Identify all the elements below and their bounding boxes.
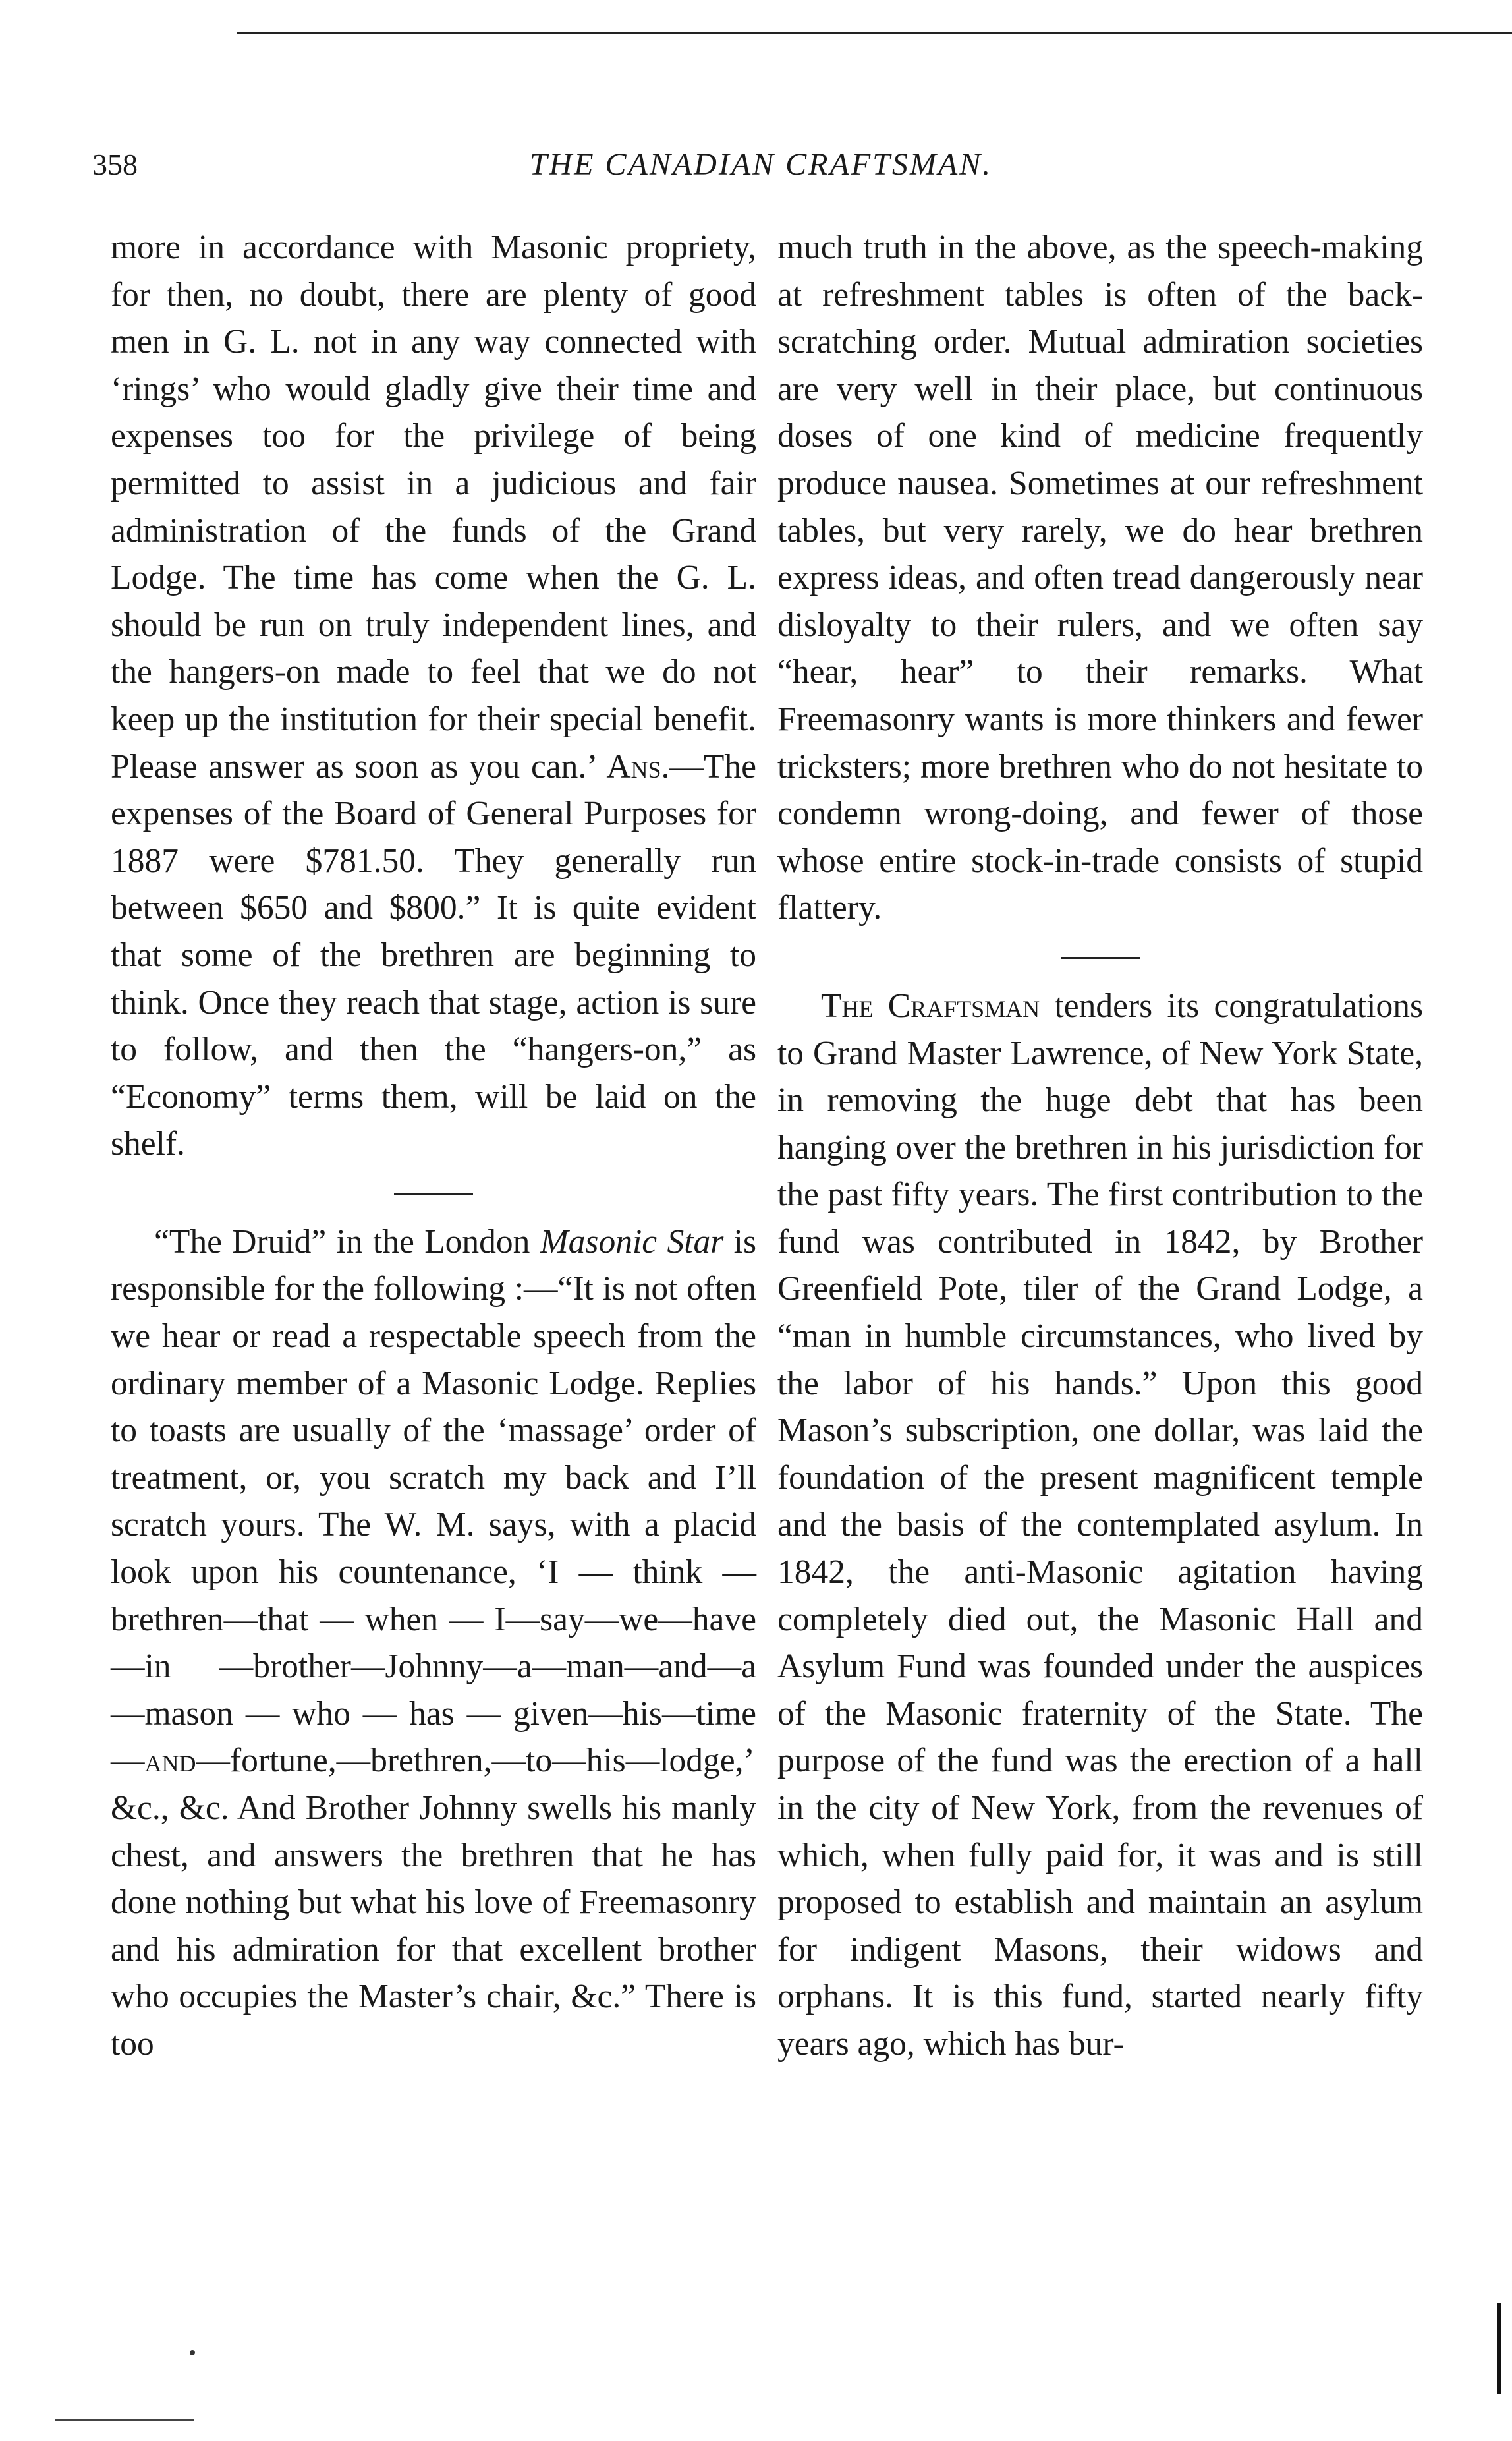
- page-header: [92, 135, 1430, 194]
- left-paragraph-2: [111, 1219, 756, 2068]
- running-title: THE CANADIAN CRAFTSMAN.: [529, 147, 993, 182]
- left-p2-body: is responsible for the following :—“It is not often we hear or read a respectable speech from the ordinary member of a Masonic Lodge. Replies to toasts are usually of the ‘massage’ order of treatment, or, you scratch my back and I’ll scratch yours. The W. M. says, with a placid look upon his countenance, ‘I — think — brethren—that — when — I—say—we—have—in —brother—Johnny—a—man—and—a —mason — who — has — given—his—time—: [111, 1222, 756, 1780]
- left-p2-end: —fortune,—brethren,—to—his—lodge,’ &c., &c. And Brother Johnny swells his manly chest, and answers the brethren that he has done nothing but what his love of Freemasonry and his admiration for that excellent brother who occupies the Master’s chair, &c.” There is too: [111, 1742, 756, 2063]
- right-column: [777, 224, 1423, 2068]
- publication-title: Masonic Star: [540, 1222, 724, 1261]
- craftsman-smallcaps: The Craftsman: [821, 987, 1040, 1025]
- section-separator: [1061, 957, 1140, 959]
- left-p1-text: more in accordance with Masonic propriety, for then, no doubt, there are plenty of good men in G. L. not in any way connected with ‘rings’ who would gladly give their time and expenses too for the privilege of being permitted to assist in a judicious and fair administration of the funds of the Grand Lodge. The time has come when the G. L. should be run on truly independent lines, and the hangers-on made to feel that we do not keep up the institution for their special benefit. Please answer as soon as you can.’: [111, 229, 756, 786]
- stray-dot: [190, 2350, 195, 2355]
- page-number: 358: [92, 148, 138, 181]
- top-rule: [237, 32, 1512, 34]
- section-separator: [394, 1193, 473, 1195]
- left-column: [111, 224, 756, 2068]
- bottom-rule: [55, 2419, 194, 2421]
- right-p2-text: tenders its congratulations to Grand Master Lawrence, of New York State, in removing the huge debt that has been hanging over the brethren in his jurisdiction for the past fifty years. The first contribution to the fund was contributed in 1842, by Brother Greenfield Pote, tiler of the Grand Lodge, a “man in humble circumstances, who lived by the labor of his hands.” Upon this good Mason’s subscription, one dollar, was laid the foundation of the present magnificent temple and the basis of the contemplated asylum. In 1842, the anti-Masonic agitation having completely died out, the Masonic Hall and Asylum Fund was founded under the auspices of the Masonic fraternity of the State. The purpose of the fund was the erection of a hall in the city of New York, from the revenues of which, when fully paid for, it was and is still proposed to establish and maintain an asylum for indigent Masons, their widows and orphans. It is this fund, started nearly fifty years ago, which has bur-: [777, 987, 1423, 2063]
- left-p2-intro: “The Druid” in the London: [154, 1222, 540, 1261]
- and-smallcaps: and: [144, 1742, 196, 1780]
- margin-mark: [1497, 2303, 1501, 2394]
- left-p1-tail: —The expenses of the Board of General Purposes for 1887 were $781.50. They generally run between $650 and $800.” It is quite evident that some of the brethren are beginning to think. Once they reach that stage, action is sure to follow, and then the “hangers-on,” as “Economy” terms them, will be laid on the shelf.: [111, 747, 756, 1163]
- answer-label: Ans.: [606, 747, 670, 786]
- right-paragraph-2: [777, 983, 1423, 2068]
- left-paragraph-1: [111, 224, 756, 1168]
- right-paragraph-1: much truth in the above, as the speech-making at refreshment tables is often of the back-scratching order. Mutual admiration societies are very well in their place, but continuous doses of one kind of medicine frequently produce nausea. Sometimes at our refreshment tables, but very rarely, we do hear brethren express ideas, and often tread dangerously near disloyalty to their rulers, and we often say “hear, hear” to their remarks. What Freemasonry wants is more thinkers and fewer tricksters; more brethren who do not hesitate to condemn wrong-doing, and fewer of those whose entire stock-in-trade consists of stupid flattery.: [777, 229, 1423, 927]
